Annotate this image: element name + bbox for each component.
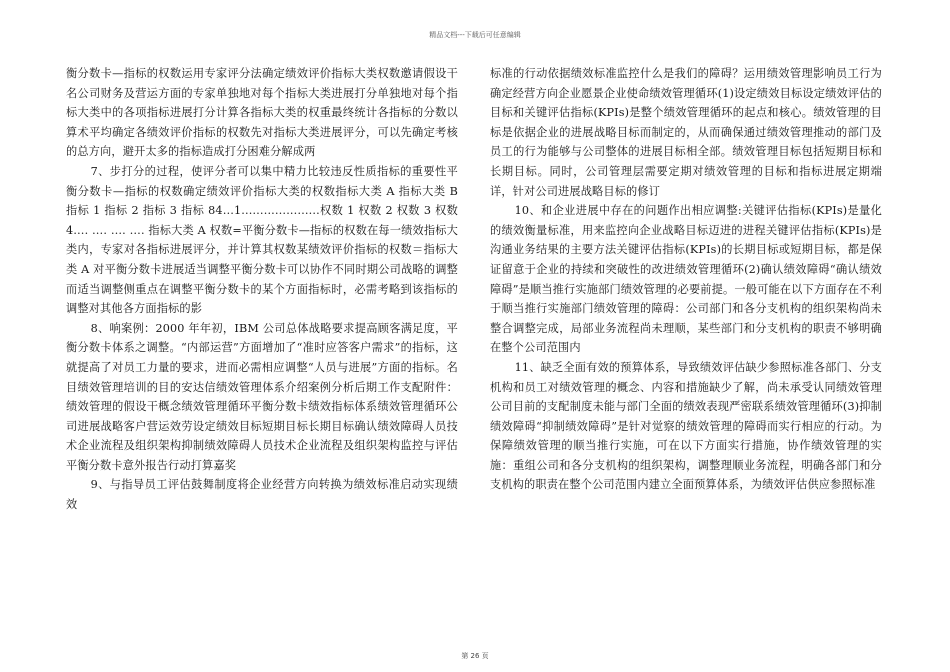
page-header: 精品文档---下载后可任意编辑 [429, 31, 521, 39]
paragraph: 11、缺乏全面有效的预算体系，导致绩效评估缺少参照标准各部门、分支机构和员工对绩效管理的概念、内容和措施缺少了解，尚未承受认同绩效管理公司目前的支配制度未能与部门全面的绩效表现严密联系绩效管理循环(3)抑制绩效障碍“抑制绩效障碍”是针对觉察的绩效管理的障碍而实行相应的行动。为保障绩效管理的顺当推行实施，可在以下方面实行措施，协作绩效管理的实施：重组公司和各分支机构的组织架构，调整理顺业务流程，明确各部门和分支机构的职责在整个公司范围内建立全面预算体系，为绩效评估供应参照标准 [490, 360, 882, 492]
paragraph: 9、与指导员工评估鼓舞制度将企业经营方向转换为绩效标准启动实现绩效 [66, 478, 458, 512]
paragraph: 衡分数卡—指标的权数运用专家评分法确定绩效评价指标大类权数邀请假设干名公司财务及营运方面的专家单独地对每个指标大类进展打分单独地对每个指标大类中的各项指标进展打分计算各指标大类的权重最终统计各指标的分数以算术平均确定各绩效评价指标的权数先对指标大类进展评分，可以先确定考核的总方向，避开太多的指标造成打分困难分解成两 [66, 67, 458, 159]
paragraph: 10、和企业进展中存在的问题作出相应调整:关键评估指标(KPIs)是量化的绩效衡量标准，用来监控向企业战略目标迈进的进程关键评估指标(KPIs)是沟通业务结果的主要方法关键评估指标(KPIs)的长期目标或短期目标，都是保证留意于企业的持续和突破性的改进绩效管理循环(2)确认绩效障碍“确认绩效障碍”是顺当推行实施部门绩效管理的必要前提。一般可能在以下方面存在不利于顺当推行实施部门绩效管理的障碍：公司部门和各分支机构的组织架构尚未整合调整完成，局部业务流程尚未理顺，某些部门和分支机构的职责不够明确在整个公司范围内 [490, 204, 882, 355]
page-number: 第 26 页 [461, 652, 489, 660]
paragraph: 7、步打分的过程，使评分者可以集中精力比较违反性质指标的重要性平衡分数卡—指标的权数确定绩效评价指标大类的权数指标大类 A 指标大类 B 指标 1 指标 2 指标 3 指标 84…1...…...…...…...权数 1 权数 2 权数 3 权数 4…. …. …. …. 指标大类 A 权数=平衡分数卡—指标的权数在每一绩效指标大类内，专家对各指标进展评分，并计算其权数某绩效评价指标的权数＝指标大类 A 对平衡分数卡进展适当调整平衡分数卡可以协作不同时期公司战略的调整而适当调整侧重点在调整平衡分数卡的某个方面指标时，必需考略到该指标的调整对其他各方面指标的影 [66, 164, 458, 316]
paragraph: 8、响案例：2000 年年初，IBM 公司总体战略要求提高顾客满足度，平衡分数卡体系之调整。“内部运营”方面增加了“准时应答客户需求”的指标，这就提高了对员工力量的要求，进而必需相应调整“人员与进展”方面的指标。名目绩效管理培训的目的安达信绩效管理体系介绍案例分析后期工作支配附件：绩效管理的假设干概念绩效管理循环平衡分数卡绩效指标体系绩效管理循环公司进展战略客户营运效劳设定绩效目标短期目标长期目标确认绩效障碍人员技术企业流程及组织架构抑制绩效障碍人员技术企业流程及组织架构监控与评估平衡分数卡意外报告行动打算嘉奖 [66, 321, 458, 472]
left-column [66, 64, 458, 515]
right-column [490, 64, 882, 495]
paragraph: 标准的行动依据绩效标准监控什么是我们的障碍？运用绩效管理影响员工行为确定经营方向企业愿景企业使命绩效管理循环(1)设定绩效目标设定绩效评估的目标和关键评估指标(KPIs)是整个绩效管理循环的起点和核心。绩效管理的目标是依据企业的进展战略目标而制定的，从而确保通过绩效管理推动的部门及员工的行为能够与公司整体的进展目标相全部。绩效管理目标包括短期目标和长期目标。同时，公司管理层需要定期对绩效管理的目标和指标进展定期端详，针对公司进展战略目标的修订 [490, 67, 882, 198]
